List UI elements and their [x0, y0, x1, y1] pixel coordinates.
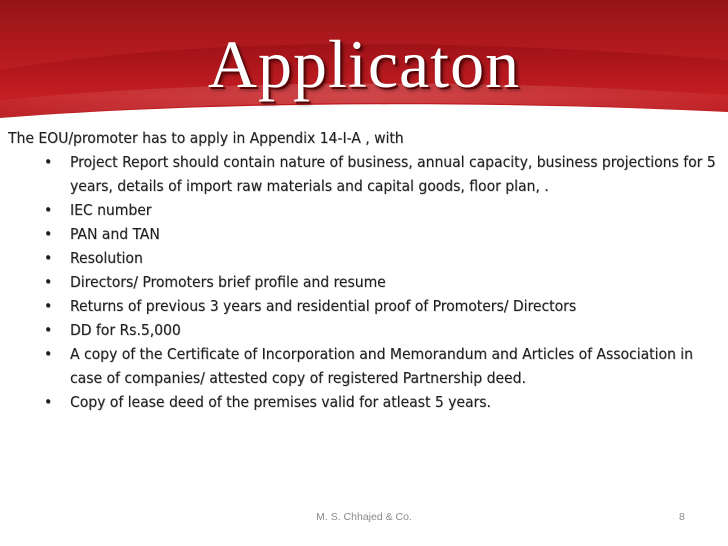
- list-item-text: Copy of lease deed of the premises valid for atleast 5 years.: [70, 393, 491, 411]
- list-item-text: IEC number: [70, 201, 152, 219]
- list-item: [44, 246, 720, 270]
- list-item: [44, 390, 720, 414]
- bullet-icon: •: [44, 153, 53, 171]
- list-item: [44, 342, 720, 390]
- bullet-icon: •: [44, 345, 53, 363]
- bullet-icon: •: [44, 225, 53, 243]
- requirements-list: [8, 150, 720, 414]
- list-item-text: Resolution: [70, 249, 143, 267]
- intro-text: The EOU/promoter has to apply in Appendix 14-I-A , with: [8, 129, 404, 147]
- list-item: [44, 150, 720, 198]
- bullet-icon: •: [44, 249, 53, 267]
- slide-body: [8, 126, 720, 414]
- bullet-icon: •: [44, 321, 53, 339]
- list-item: [44, 198, 720, 222]
- slide-title: Applicaton: [207, 26, 521, 102]
- list-item-text: Returns of previous 3 years and residential proof of Promoters/ Directors: [70, 297, 577, 315]
- list-item-text: DD for Rs.5,000: [70, 321, 181, 339]
- footer-company: M. S. Chhajed & Co.: [316, 511, 412, 523]
- list-item: [44, 294, 720, 318]
- list-item-text: Directors/ Promoters brief profile and resume: [70, 273, 386, 291]
- page-number: 8: [679, 511, 685, 523]
- list-item-text: Project Report should contain nature of business, annual capacity, business projections for 5 years, details of import raw materials and capital goods, floor plan, .: [70, 153, 716, 195]
- list-item: [44, 270, 720, 294]
- list-item-text: PAN and TAN: [70, 225, 160, 243]
- bullet-icon: •: [44, 273, 53, 291]
- bullet-icon: •: [44, 201, 53, 219]
- bullet-icon: •: [44, 297, 53, 315]
- bullet-icon: •: [44, 393, 53, 411]
- list-item-text: A copy of the Certificate of Incorporation and Memorandum and Articles of Association in case of companies/ attested copy of registered Partnership deed.: [70, 345, 693, 387]
- list-item: [44, 318, 720, 342]
- list-item: [44, 222, 720, 246]
